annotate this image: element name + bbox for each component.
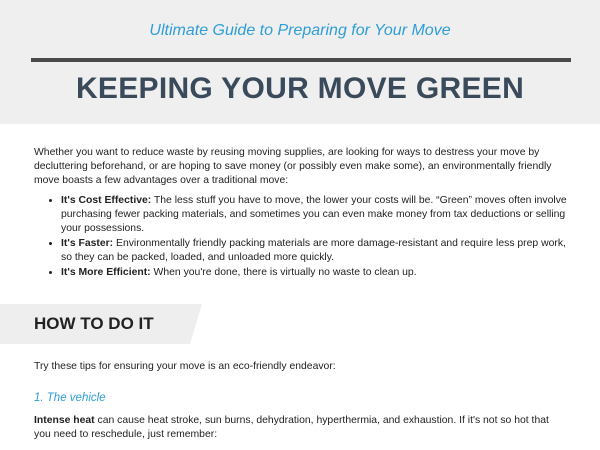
tips-intro: Try these tips for ensuring your move is an eco-friendly endeavor: [34,361,336,372]
advantages-list [48,194,579,281]
vehicle-text: can cause heat stroke, sun burns, dehydration, hyperthermia, and exhaustion. If it's not so hot that you need to reschedule, just remember: [34,415,549,440]
bullet-term: It's Cost Effective: [61,195,152,206]
section-band-slant [190,304,202,344]
intro-paragraph: Whether you want to reduce waste by reusing moving supplies, are looking for ways to destress your move by decluttering beforehand, or are hoping to save money (or possibly even make some), an environmentally friendly move boasts a few advantages over a traditional move: [34,147,552,186]
bullet-text: When you're done, there is virtually no waste to clean up. [150,267,417,278]
bullet-term: It's More Efficient: [61,267,151,278]
vehicle-paragraph [34,414,566,442]
page-title: KEEPING YOUR MOVE GREEN [75,72,525,105]
header-divider [31,58,571,62]
bullet-text: The less stuff you have to move, the lower your costs will be. “Green” moves often involve purchasing fewer packing materials, and sometimes you can even make money from tax deductions or selling your possessions. [61,195,567,234]
vehicle-heading: 1. The vehicle [34,392,106,404]
list-item [61,194,579,236]
bullet-text: Environmentally friendly packing materials are more damage-resistant and require less prep work, so they can be packed, loaded, and unloaded more quickly. [61,238,566,263]
list-item [61,266,579,280]
list-item [61,237,579,265]
guide-title: Ultimate Guide to Preparing for Your Move [149,22,451,39]
bullet-term: It's Faster: [61,238,114,249]
vehicle-lead: Intense heat [34,415,95,426]
section-title: HOW TO DO IT [34,314,154,333]
